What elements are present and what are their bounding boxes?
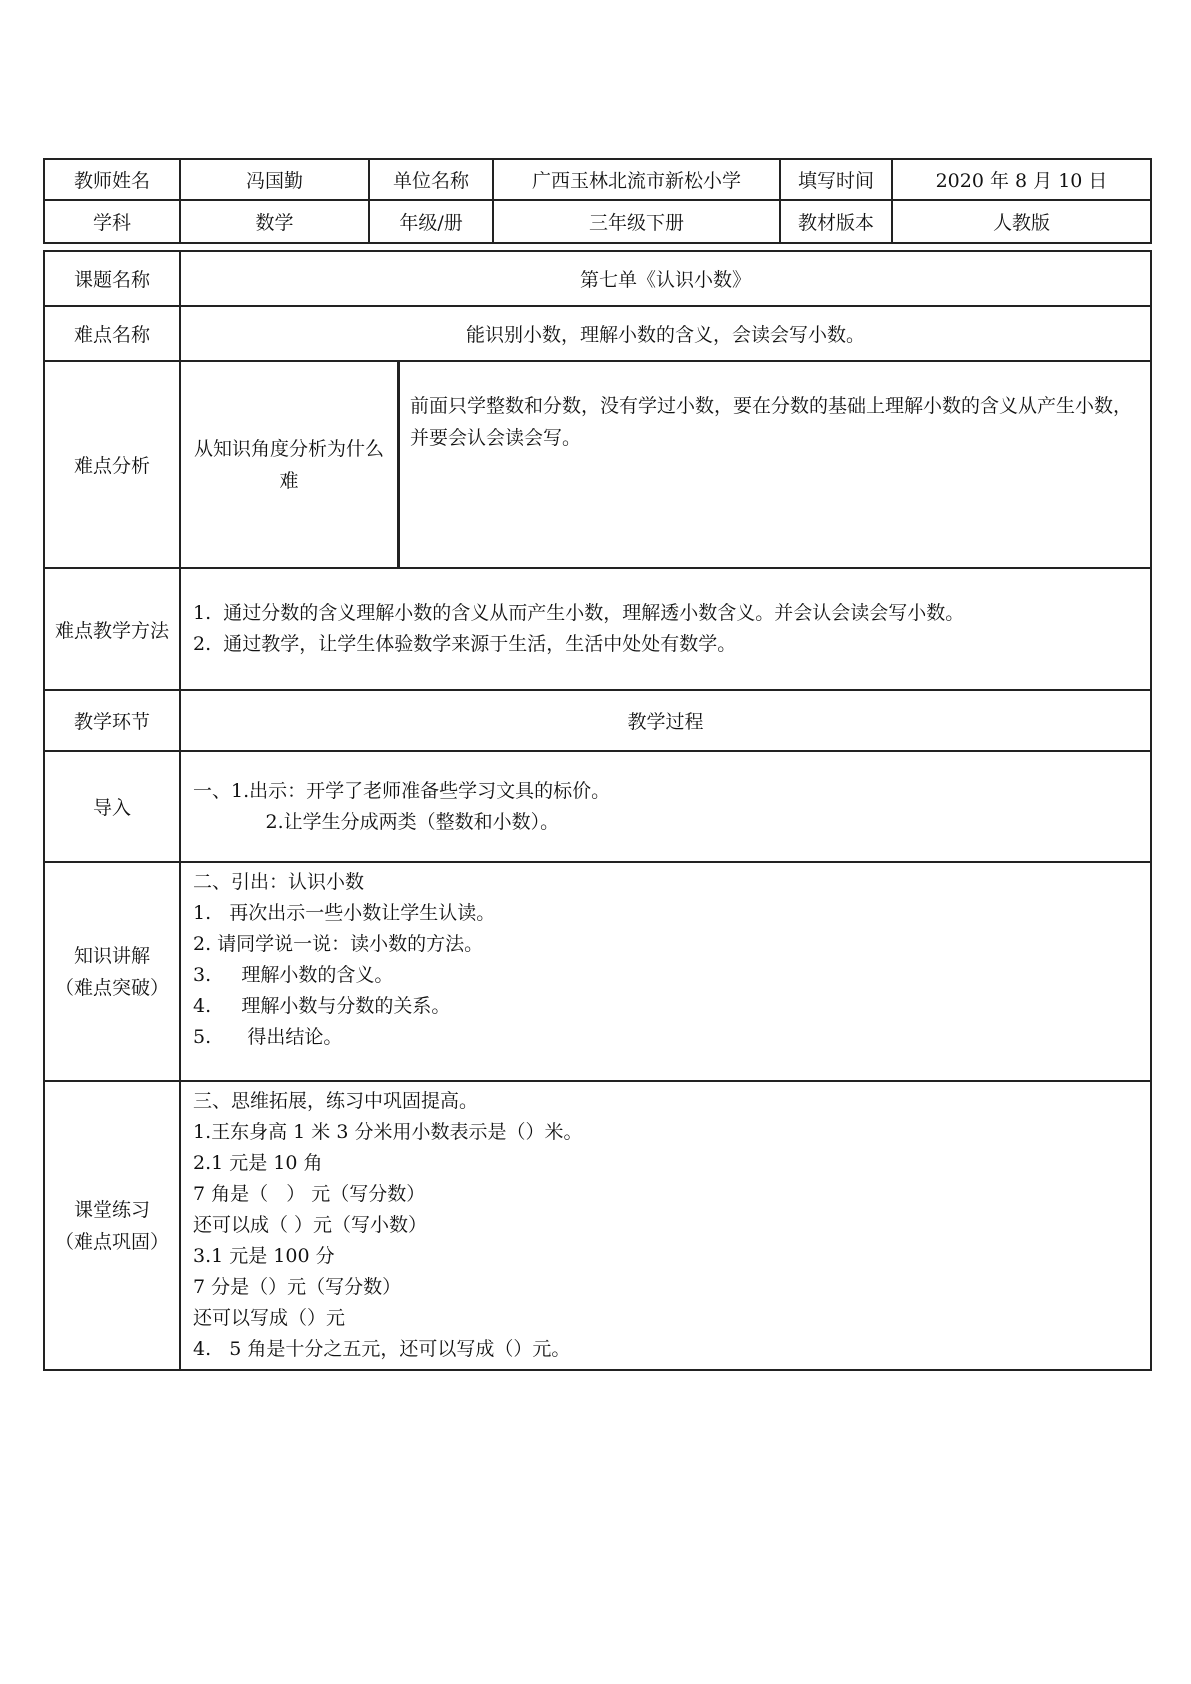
- intro-label: 导入: [44, 751, 180, 862]
- knowledge-line: 4. 理解小数与分数的关系。: [193, 995, 451, 1017]
- header-row-2: [44, 200, 1151, 243]
- unit-name-value: 广西玉林北流市新松小学: [493, 159, 780, 200]
- practice-line: 7 角是（ ） 元（写分数）: [193, 1183, 426, 1205]
- practice-line: 三、思维拓展，练习中巩固提高。: [193, 1090, 479, 1112]
- knowledge-content: [180, 862, 1151, 1081]
- knowledge-label-line-1: 知识讲解: [73, 944, 150, 967]
- grade-label: 年级/册: [369, 200, 493, 243]
- practice-label-line-2: （难点巩固）: [54, 1230, 169, 1253]
- knowledge-line: 2. 请同学说一说：读小数的方法。: [193, 933, 484, 955]
- practice-label-line-1: 课堂练习: [73, 1198, 150, 1221]
- teacher-name-label: 教师姓名: [44, 159, 180, 200]
- method-item: 2. 通过教学，让学生体验数学来源于生活，生活中处处有数学。: [193, 633, 737, 655]
- grade-value: 三年级下册: [493, 200, 780, 243]
- practice-line: 4. 5 角是十分之五元，还可以写成（）元。: [193, 1338, 571, 1360]
- analysis-text: 前面只学整数和分数，没有学过小数，要在分数的基础上理解小数的含义从产生小数，并要会认会读会写。: [410, 395, 1133, 449]
- method-item: 1. 通过分数的含义理解小数的含义从而产生小数，理解透小数含义。并会认会读会写小数。: [193, 602, 965, 624]
- practice-line: 3.1 元是 100 分: [193, 1245, 335, 1267]
- difficulty-row: [44, 306, 1151, 361]
- method-label: 难点教学方法: [44, 568, 180, 690]
- practice-line: 2.1 元是 10 角: [193, 1152, 323, 1174]
- intro-content: [180, 751, 1151, 862]
- topic-row: [44, 251, 1151, 306]
- practice-line: 1.王东身高 1 米 3 分米用小数表示是（）米。: [193, 1121, 583, 1143]
- process-stage-label: 教学环节: [44, 690, 180, 751]
- knowledge-line: 二、引出：认识小数: [193, 871, 365, 893]
- subject-label: 学科: [44, 200, 180, 243]
- intro-row: [44, 751, 1151, 862]
- difficulty-value: 能识别小数，理解小数的含义，会读会写小数。: [180, 306, 1151, 361]
- knowledge-line: 5. 得出结论。: [193, 1026, 343, 1048]
- textbook-version-value: 人教版: [892, 200, 1151, 243]
- unit-name-label: 单位名称: [369, 159, 493, 200]
- knowledge-line: 3. 理解小数的含义。: [193, 964, 394, 986]
- method-row: [44, 568, 1151, 690]
- process-header-value: 教学过程: [180, 690, 1151, 751]
- process-header-row: [44, 690, 1151, 751]
- analysis-sub-label: 从知识角度分析为什么难: [181, 362, 400, 567]
- analysis-label: 难点分析: [44, 361, 180, 568]
- analysis-row: [44, 361, 1151, 568]
- practice-line: 7 分是（）元（写分数）: [193, 1276, 402, 1298]
- fill-date-value: 2020 年 8 月 10 日: [892, 159, 1151, 200]
- practice-line: 还可以成（ ）元（写小数）: [193, 1214, 428, 1236]
- textbook-version-label: 教材版本: [780, 200, 892, 243]
- practice-row: [44, 1081, 1151, 1370]
- knowledge-line: 1. 再次出示一些小数让学生认读。: [193, 902, 496, 924]
- knowledge-label-line-2: （难点突破）: [54, 976, 169, 999]
- fill-date-label: 填写时间: [780, 159, 892, 200]
- knowledge-label: [44, 862, 180, 1081]
- difficulty-label: 难点名称: [44, 306, 180, 361]
- practice-line: 还可以写成（）元: [193, 1307, 346, 1329]
- topic-value: 第七单《认识小数》: [180, 251, 1151, 306]
- practice-content: [180, 1081, 1151, 1370]
- practice-label: [44, 1081, 180, 1370]
- analysis-cell: [180, 361, 1151, 568]
- intro-line: 一、1.出示：开学了老师准备些学习文具的标价。: [193, 779, 611, 802]
- intro-line: 2.让学生分成两类（整数和小数）。: [193, 810, 560, 833]
- topic-label: 课题名称: [44, 251, 180, 306]
- subject-value: 数学: [180, 200, 369, 243]
- knowledge-row: [44, 862, 1151, 1081]
- header-row-1: [44, 159, 1151, 200]
- teacher-name-value: 冯国勤: [180, 159, 369, 200]
- method-content: [180, 568, 1151, 690]
- lesson-plan-table: [43, 158, 1152, 1371]
